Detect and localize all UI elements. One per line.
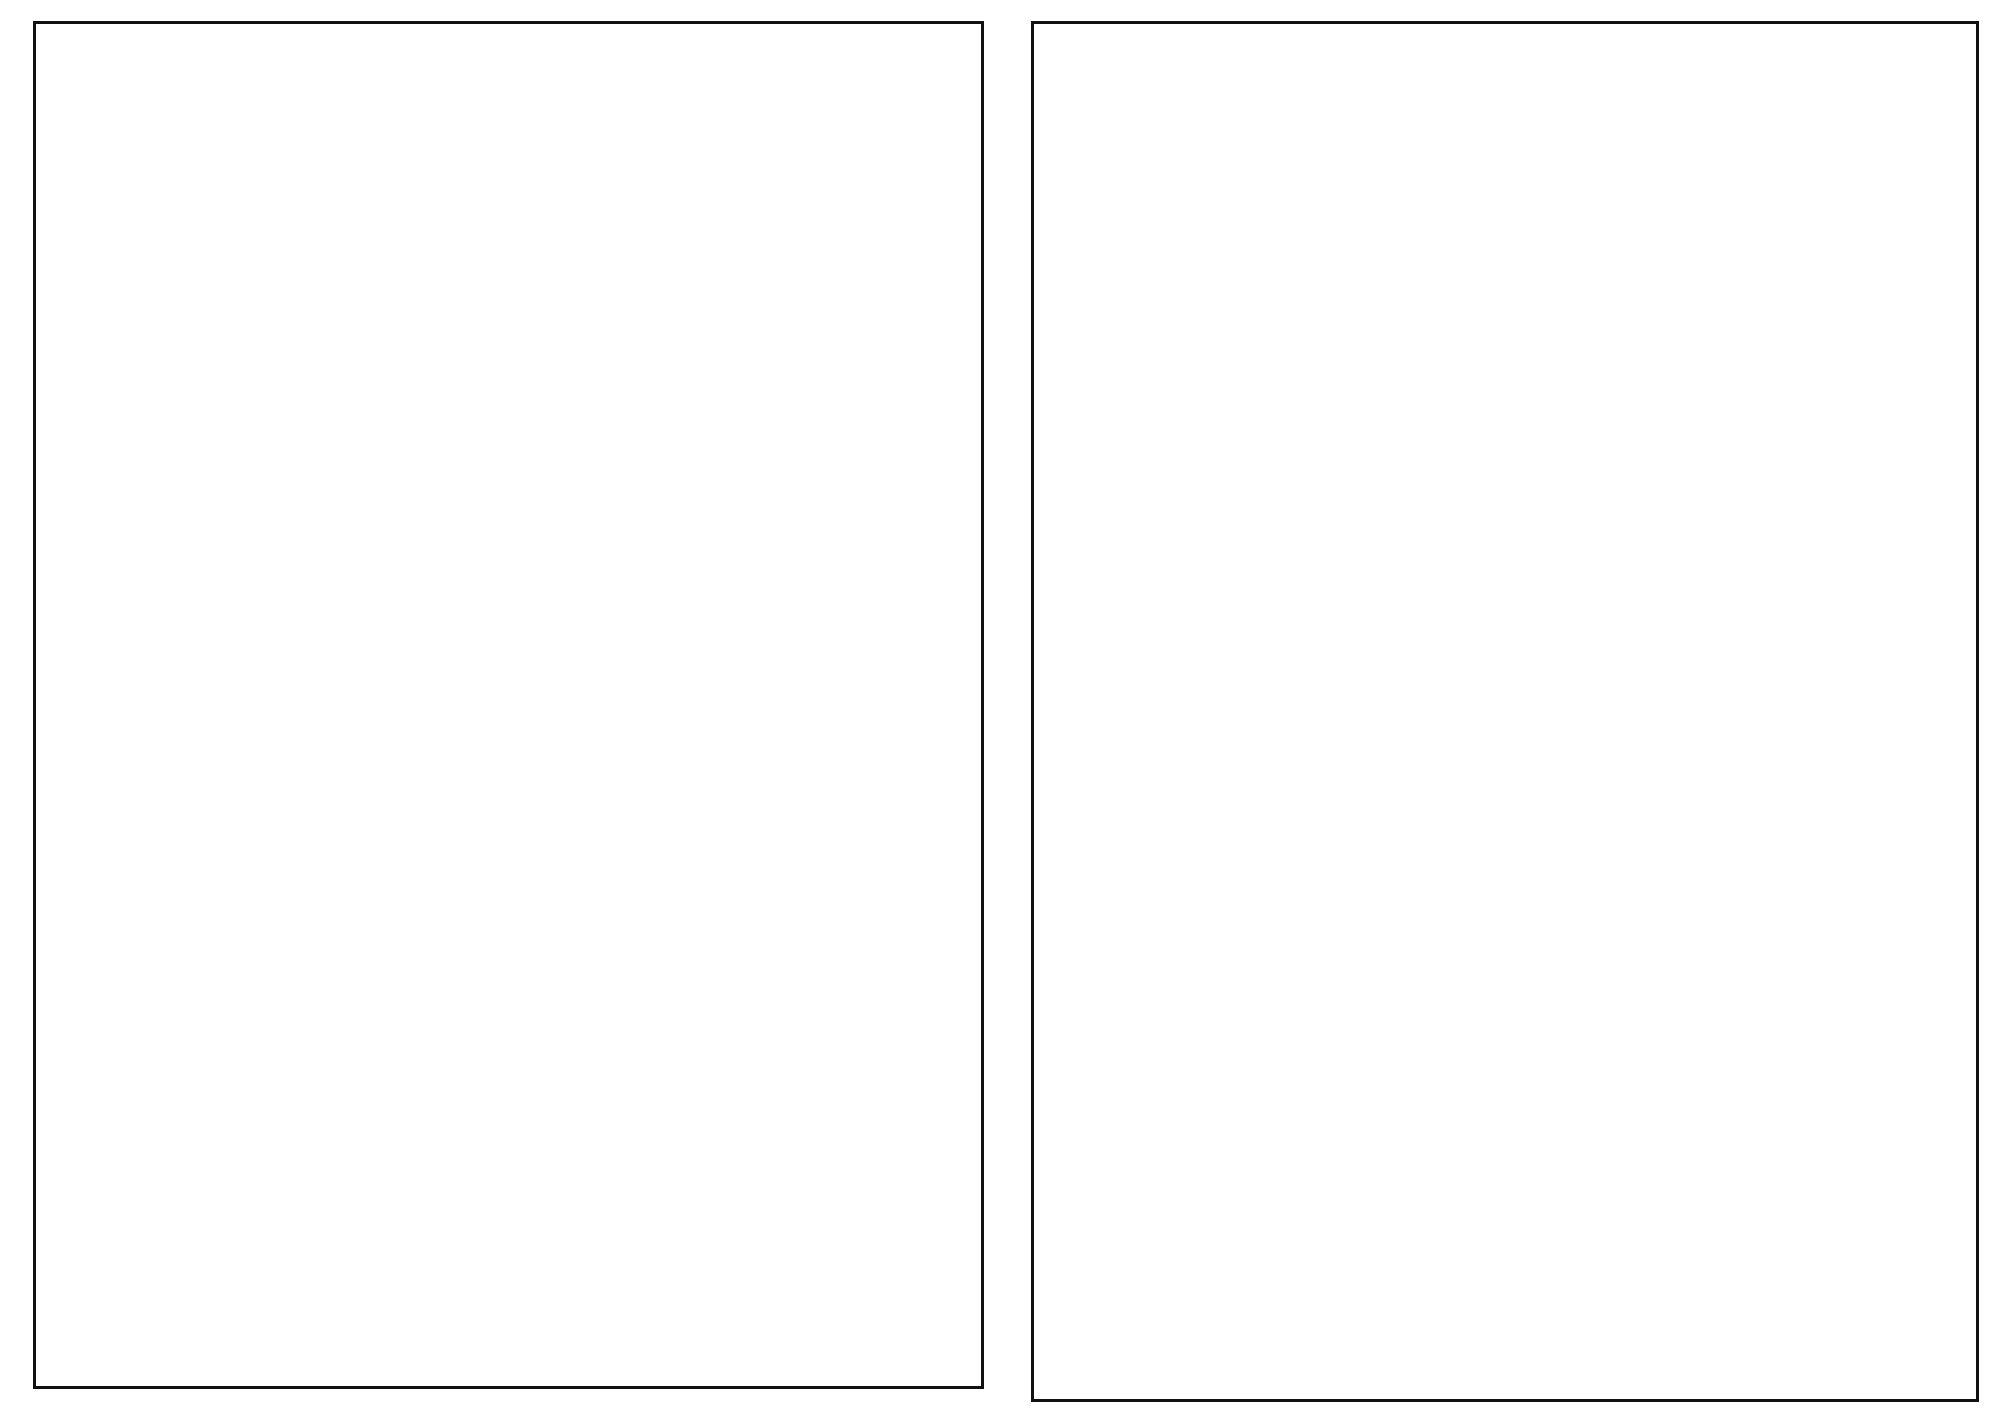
left-parts-table (33, 21, 984, 1389)
right-parts-table (1031, 21, 1979, 1402)
